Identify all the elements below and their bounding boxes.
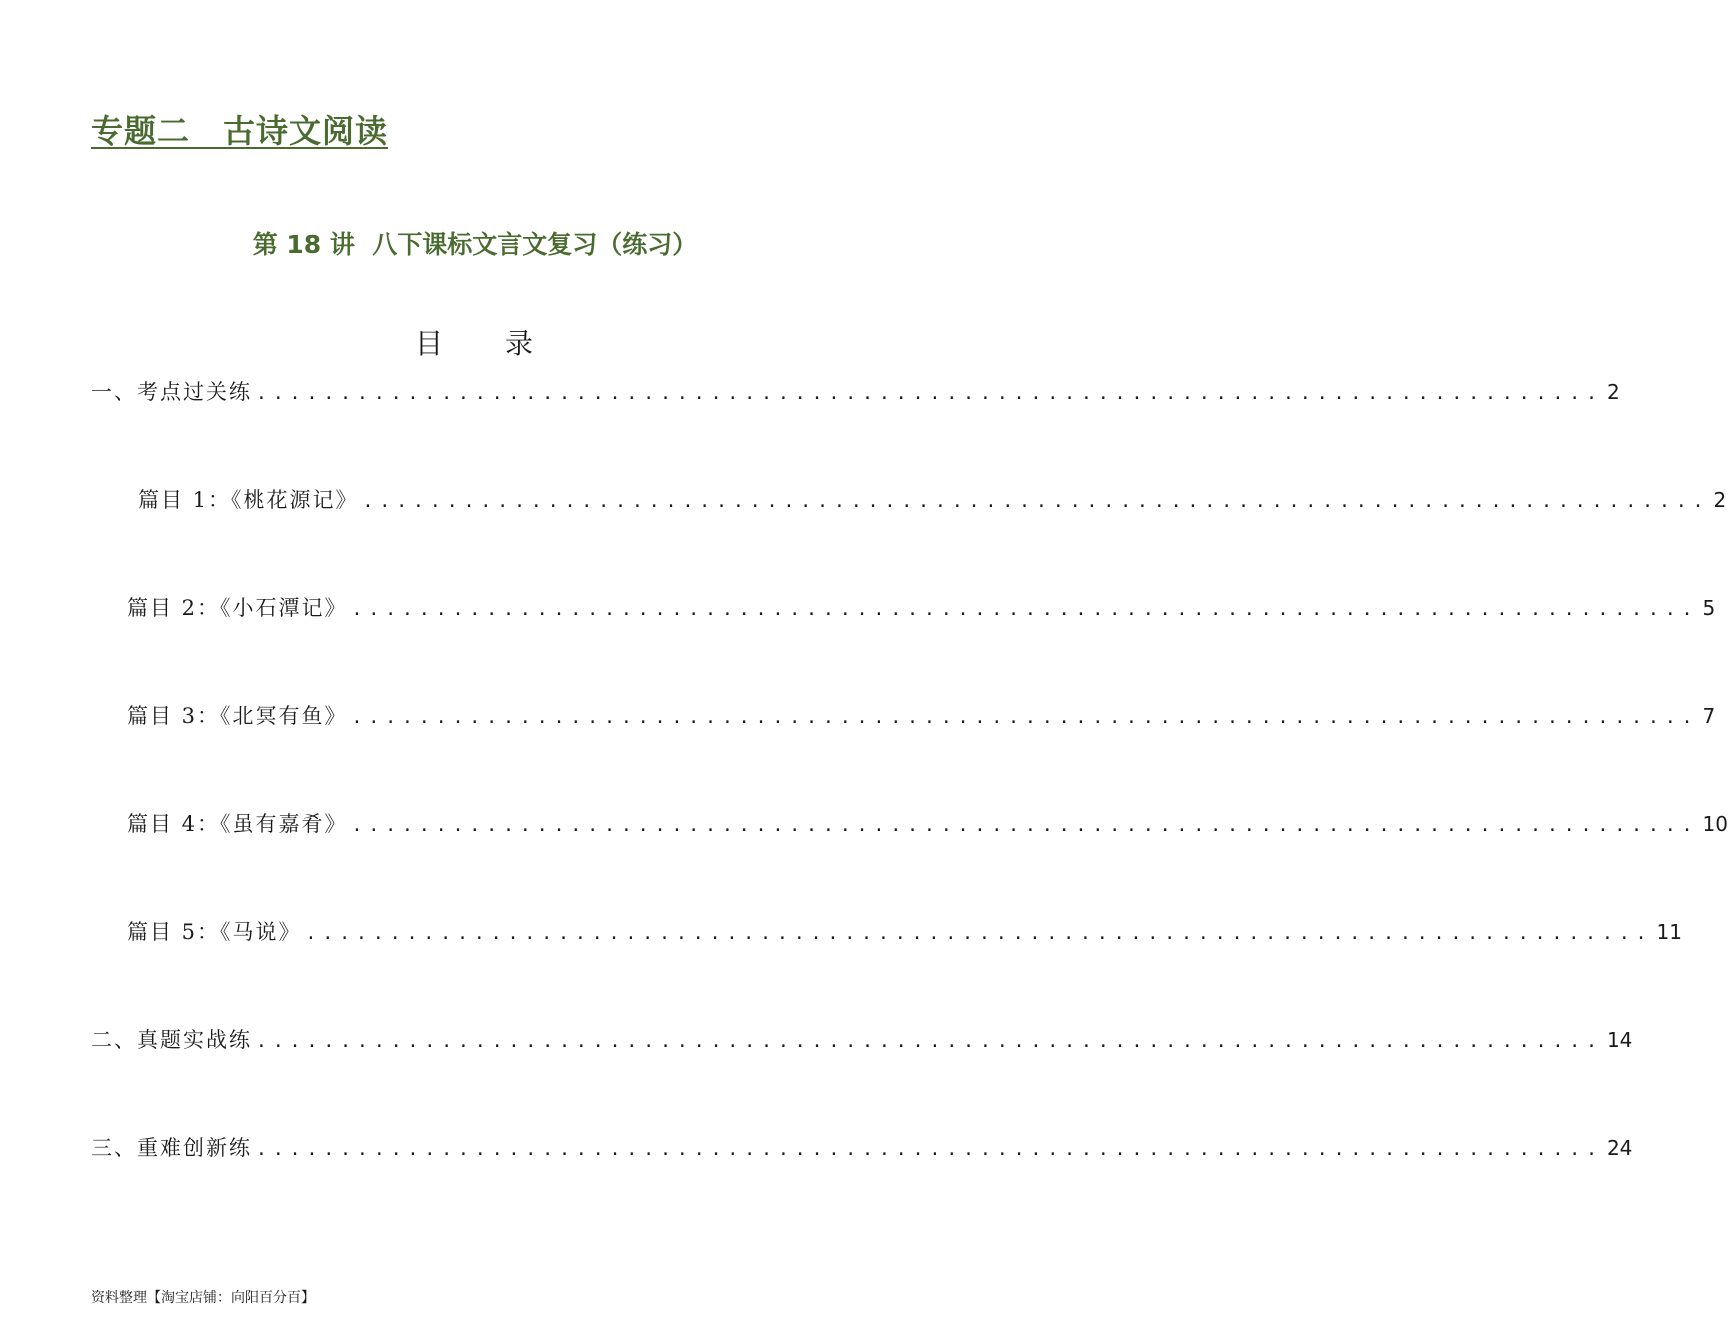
toc-entry-page: 11 (1656, 920, 1682, 944)
toc-dot-leader: ................................................................................ (256, 1139, 1603, 1160)
toc-entry-xiaoshitanji[interactable] (127, 592, 1716, 622)
toc-entry-beimingyouyu[interactable] (127, 700, 1716, 730)
toc-heading: 目 录 (414, 327, 535, 360)
toc-dot-leader: ................................................................................ (362, 491, 1710, 512)
toc-entry-label: 篇目 1：《桃花源记》 (138, 488, 359, 512)
toc-entry-label: 篇目 2：《小石潭记》 (127, 596, 348, 620)
toc-entry-page: 7 (1702, 704, 1716, 728)
toc-entry-exam-practice[interactable] (91, 376, 1620, 406)
toc-entry-label: 一、考点过关练 (91, 380, 252, 404)
toc-entry-page: 24 (1606, 1136, 1633, 1160)
toc-dot-leader: ................................................................................ (256, 1031, 1603, 1052)
toc-entry-page: 2 (1606, 380, 1620, 404)
toc-entry-real-exam-practice[interactable] (91, 1024, 1633, 1054)
toc-entry-label: 三、重难创新练 (91, 1136, 252, 1160)
toc-entry-page: 14 (1606, 1028, 1633, 1052)
toc-entry-innovation-practice[interactable] (91, 1132, 1633, 1162)
toc-dot-leader: ................................................................................ (256, 383, 1603, 404)
toc-entry-label: 二、真题实战练 (91, 1028, 252, 1052)
toc-entry-page: 5 (1702, 596, 1716, 620)
toc-entry-suiyoujiayao[interactable] (127, 808, 1728, 838)
toc-entry-label: 篇目 3：《北冥有鱼》 (127, 704, 348, 728)
footer-source: 资料整理【淘宝店铺：向阳百分百】 (91, 1290, 315, 1306)
toc-entry-label: 篇目 4：《虽有嘉肴》 (127, 812, 348, 836)
toc-dot-leader: ................................................................................ (351, 815, 1699, 836)
toc-entry-page: 10 (1702, 812, 1728, 836)
toc-entry-page: 2 (1713, 488, 1727, 512)
toc-dot-leader: ................................................................................ (305, 923, 1653, 944)
topic-title: 专题二 古诗文阅读 (91, 112, 389, 150)
lesson-title: 第 18 讲 八下课标文言文复习（练习） (252, 230, 698, 259)
toc-entry-label: 篇目 5：《马说》 (127, 920, 302, 944)
toc-dot-leader: ................................................................................ (351, 707, 1699, 728)
toc-entry-taohuayuanji[interactable] (138, 484, 1727, 514)
toc-entry-mashuo[interactable] (127, 916, 1682, 946)
toc-dot-leader: ................................................................................ (351, 599, 1699, 620)
